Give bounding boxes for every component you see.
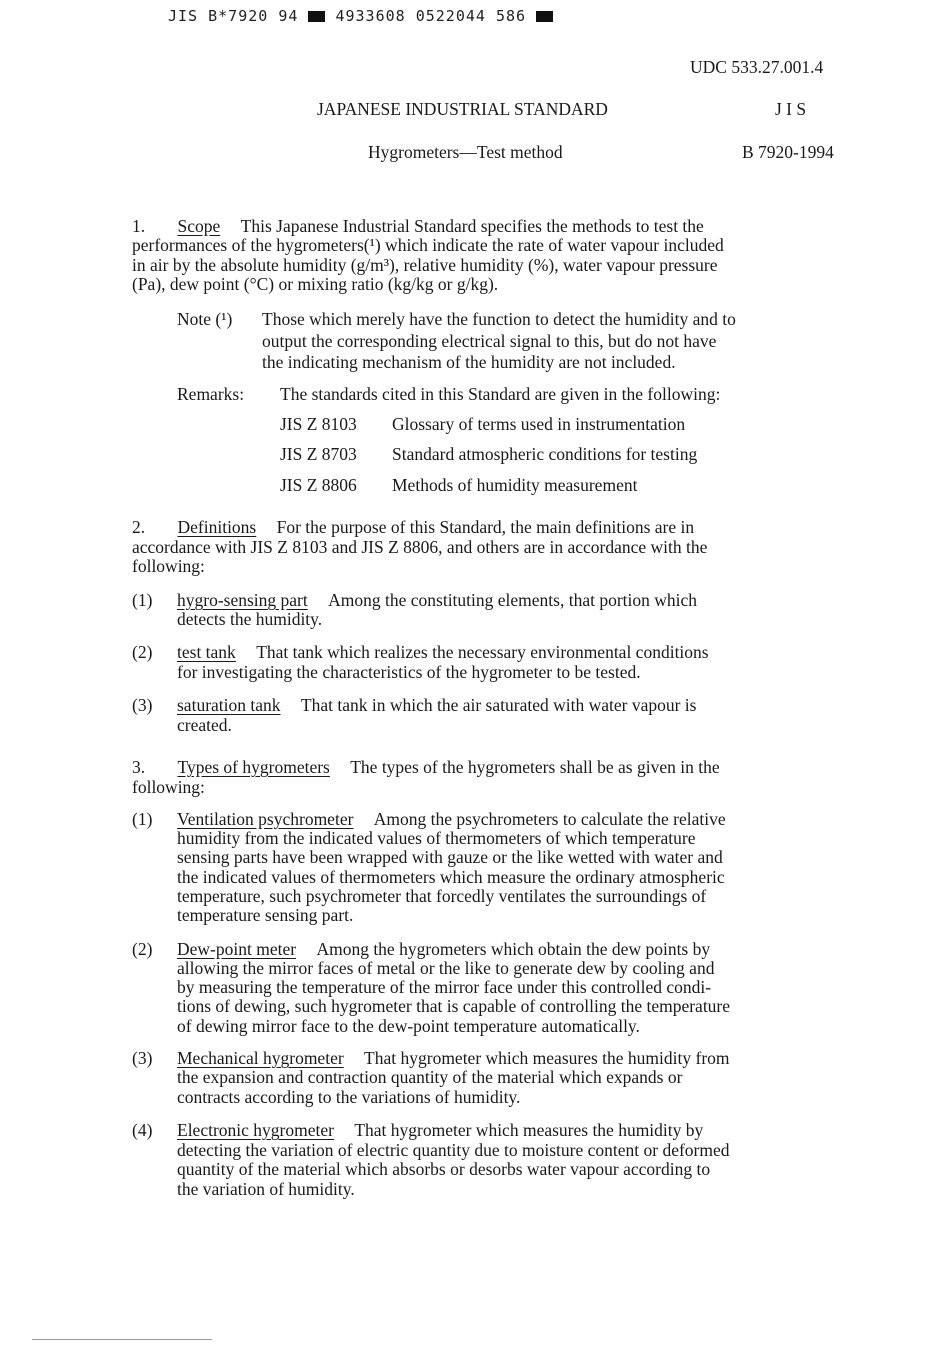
list-item: Ventilation psychrometer Among the psychrometers to calculate the relative [177, 809, 726, 829]
remarks-text: The standards cited in this Standard are given in the following: [280, 384, 721, 404]
header-code-right: 586 [495, 7, 527, 25]
list-item-label: (2) [132, 939, 153, 959]
list-item-label: (1) [132, 590, 153, 610]
list-item: hygro-sensing part Among the constituting elements, that portion which [177, 590, 698, 610]
list-item-label: (2) [132, 642, 153, 662]
ref-code: JIS Z 8103 [280, 414, 357, 434]
black-block-icon [536, 11, 553, 22]
document-page: JIS B*7920 94 4933608 0522044 586 UDC 533.27.001.4 JAPANESE INDUSTRIAL STANDARD J I S Hygrometers—Test method B 7920-1994 1. Scope This Japanese Industrial Standard specifies the methods to test the performances of the hygrometers(¹) which indicate the rate of water vapour included in air by the absolute humidity (g/m³), relative humidity (%), water vapour pressure (Pa), dew point (°C) or mixing ratio (kg/kg or g/kg). Note (¹) Those which merely have the function to detect the humidity and to output the corresponding electrical signal to this, but do not have the indicating mechanism of the humidity are not included. Remarks: The standards cited in this Standard are given in the following: JIS Z 8103 Glossary of terms used in instrumentation JIS Z 8703 Standard atmospheric conditions for testing JIS Z 8806 Methods of humidity measurement 2. Definitions For the purpose of this Standard, the main definitions are in accordance with JIS Z 8103 and JIS Z 8806, and others are in accordance with the following: (1) hygro-sensing part Among the constituting elements, that portion which detects the humidity. (2) test tank That tank which realizes the necessary environmental conditions for investigating the characteristics of the hygrometer to be tested. (3) saturation tank That tank in which the air saturated with water vapour is created. 3. Types of hygrometers The types of the hygrometers shall be as given in the following: (1) Ventilation psychrometer Among the psychrometers to calculate the relative humidity from the indicated values of thermometers of which temperature sensing parts have been wrapped with gauze or the like wetted with water and the indicated values of thermometers which measure the ordinary atmospheric temperature, such psychrometer that forcedly ventilates the surroundings of temperature sensing part. (2) Dew-point meter Among the hygrometers which obtain the dew points by allowing the mirror faces of metal or the like to generate dew by cooling and by measuring the temperature of the mirror face under this controlled condi- tions of dewing, such hygrometer that is capable of controlling the temperature of dewing mirror face to the dew-point temperature automatically. (3) Mechanical hygrometer That hygrometer which measures the humidity from the expansion and contraction quantity of the material which expands or contracts according to the variations of humidity. (4) Electronic hygrometer That hygrometer which measures the humidity by detecting the variation of electric quantity due to moisture content or deformed quantity of the material which absorbs or desorbs water vapour according to the variation of humidity. [0, 0, 950, 1346]
type-term: Dew-point meter [177, 939, 297, 959]
type-term: Ventilation psychrometer [177, 809, 354, 829]
type-term: Mechanical hygrometer [177, 1048, 344, 1068]
list-item: Mechanical hygrometer That hygrometer which measures the humidity from [177, 1048, 730, 1068]
ref-code: JIS Z 8703 [280, 444, 357, 464]
definition-term: hygro-sensing part [177, 590, 308, 610]
org-title: JAPANESE INDUSTRIAL STANDARD [317, 99, 608, 119]
ref-desc: Glossary of terms used in instrumentation [392, 414, 686, 434]
doc-title: Hygrometers—Test method [368, 142, 563, 162]
remarks-label: Remarks: [177, 384, 245, 404]
definition-term: test tank [177, 642, 236, 662]
list-item-label: (4) [132, 1120, 153, 1140]
note-label: Note (¹) [177, 309, 233, 329]
header-code-line [168, 7, 553, 27]
header-code-mid: 4933608 0522044 [335, 7, 486, 25]
section-1-line-1: 1. Scope This Japanese Industrial Standard specifies the methods to test the [132, 216, 704, 236]
note-text: Those which merely have the function to detect the humidity and to [262, 309, 736, 329]
udc-number: UDC 533.27.001.4 [690, 57, 824, 77]
section-number: 2. [132, 517, 146, 537]
section-heading: Scope [177, 216, 221, 236]
list-item: saturation tank That tank in which the air saturated with water vapour is [177, 695, 697, 715]
section-heading: Types of hygrometers [177, 757, 330, 777]
list-item-label: (1) [132, 809, 153, 829]
list-item: test tank That tank which realizes the necessary environmental conditions [177, 642, 709, 662]
ref-desc: Methods of humidity measurement [392, 475, 638, 495]
section-number: 3. [132, 757, 146, 777]
list-item-label: (3) [132, 1048, 153, 1068]
ref-desc: Standard atmospheric conditions for testing [392, 444, 698, 464]
section-number: 1. [132, 216, 146, 236]
section-heading: Definitions [177, 517, 257, 537]
list-item-label: (3) [132, 695, 153, 715]
black-block-icon [308, 11, 325, 22]
list-item: Electronic hygrometer That hygrometer which measures the humidity by [177, 1120, 704, 1140]
type-term: Electronic hygrometer [177, 1120, 334, 1140]
bottom-divider [32, 1339, 212, 1340]
ref-code: JIS Z 8806 [280, 475, 357, 495]
header-code-left: JIS B*7920 94 [168, 7, 299, 25]
jis-mark: J I S [775, 99, 807, 119]
doc-number: B 7920-1994 [742, 142, 834, 162]
list-item: Dew-point meter Among the hygrometers which obtain the dew points by [177, 939, 711, 959]
definition-term: saturation tank [177, 695, 281, 715]
